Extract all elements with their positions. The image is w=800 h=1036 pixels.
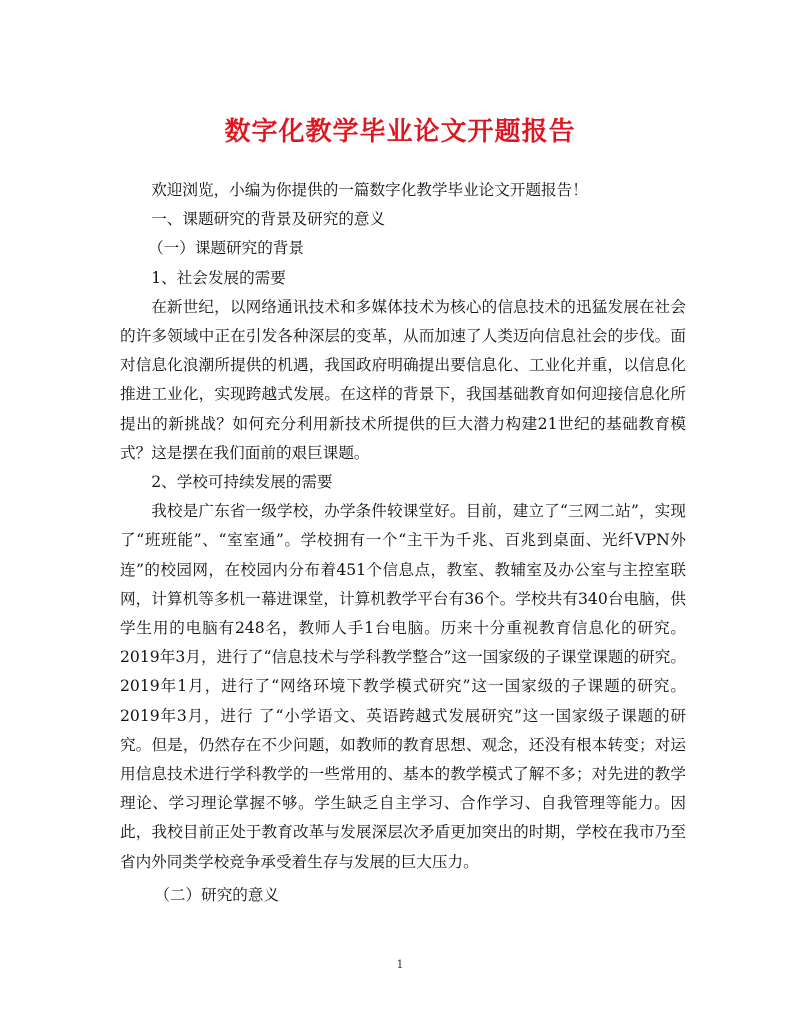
subsection-heading-2: （二）研究的意义	[154, 885, 280, 904]
page-title: 数字化教学毕业论文开题报告	[224, 117, 576, 147]
item-heading-1: 1、社会发展的需要	[151, 268, 286, 287]
body-paragraph-1: 在新世纪，以网络通讯技术和多媒体技术为核心的信息技术的迅猛发展在社会的许多领域中正在引发各种深层的变革，从而加速了人类迈向信息社会的步伐。面对信息化浪潮所提供的机遇，我国政府明确提出要信息化、工业化并重，以信息化推进工业化，实现跨越式发展。在这样的背景下，我国基础教育如何迎接信息化所提出的新挑战？如何充分利用新技术所提供的巨大潜力构建21世纪的基础教育模式？这是摆在我们面前的艰巨课题。	[120, 297, 686, 462]
intro-paragraph: 欢迎浏览，小编为你提供的一篇数字化教学毕业论文开题报告！	[151, 181, 588, 199]
item-heading-2: 2、学校可持续发展的需要	[151, 473, 333, 492]
body-paragraph-2: 我校是广东省一级学校，办学条件较课堂好。目前，建立了“三网二站”，实现了“班班能”、“室室通”。学校拥有一个“主干为千兆、百兆到桌面、光纤VPN外连”的校园网，在校园内分布着451个信息点，教室、教辅室及办公室与主控室联网，计算机等多机一幕进课堂，计算机教学平台有36个。学校共有340台电脑，供学生用的电脑有248名，教师人手1台电脑。历来十分重视教育信息化的研究。2019年3月，进行了“信息技术与学科教学整合”这一国家级的子课堂课题的研究。2019年1月，进行了“网络环境下教学模式研究”这一国家级的子课题的研究。2019年3月，进行 了“小学语文、英语跨越式发展研究”这一国家级子课题的研究。但是，仍然存在不少问题，如教师的教育思想、观念，还没有根本转变；对运用信息技术进行学科教学的一些常用的、基本的教学模式了解不多；对先进的教学理论、学习理论掌握不够。学生缺乏自主学习、合作学习、自我管理等能力。因此，我校目前正处于教育改革与发展深层次矛盾更加突出的时期，学校在我市乃至省内外同类学校竞争承受着生存与发展的巨大压力。	[120, 502, 686, 871]
subsection-heading-1: （一）课题研究的背景	[148, 239, 305, 258]
section-heading-1: 一、课题研究的背景及研究的意义	[151, 210, 386, 229]
page-number: 1	[396, 958, 404, 971]
document-body	[120, 176, 686, 910]
